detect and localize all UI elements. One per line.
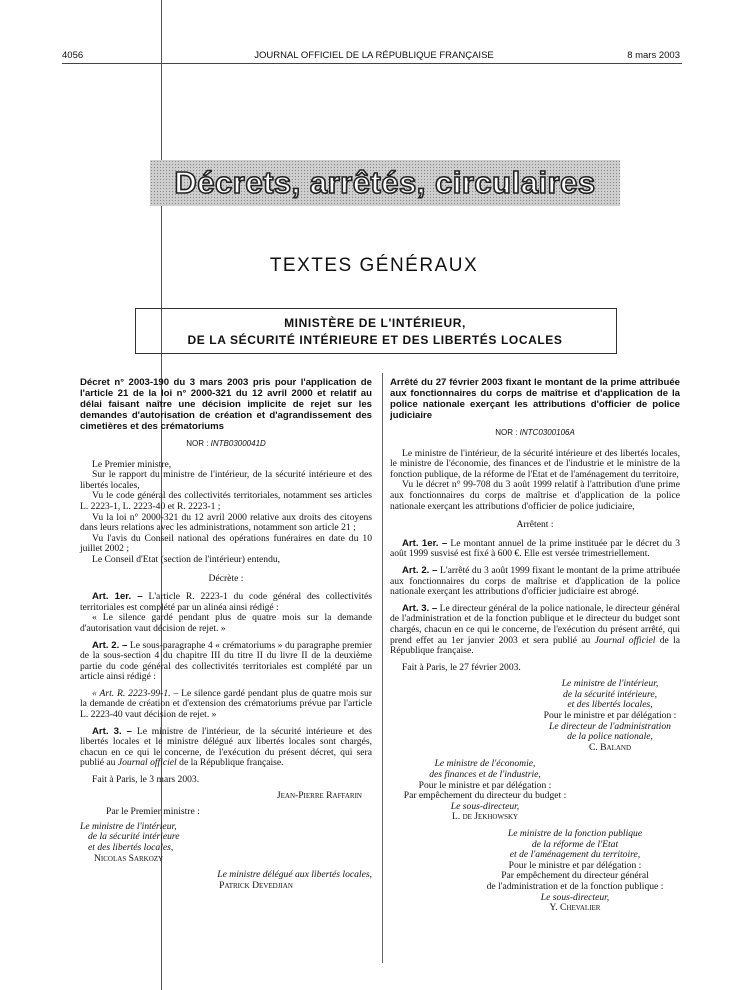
ministry-line-1: MINISTÈRE DE L'INTÉRIEUR, [284, 316, 466, 330]
article-label: Art. 3. – [402, 602, 438, 614]
decree-para: Le Conseil d'Etat (section de l'intérieur) entendu, [92, 553, 281, 565]
order-para: Vu le décret n° 99-708 du 3 août 1999 relatif à l'attribution d'une prime aux fonctionnaires du corps de maîtrise et d'application de la police nationale exerçant les attributions d'officier de police judiciaire, [390, 479, 680, 512]
delegation-line: Pour le ministre et par délégation : [508, 859, 642, 871]
minister-title: Le ministre de l'économie, [434, 758, 536, 770]
minister-title: Le ministre de l'intérieur, [561, 678, 659, 690]
order-para: Le ministre de l'intérieur, de la sécurité intérieure et des libertés locales, le ministre de l'économie, des finances et de l'industrie et le ministre de la fonction publique, de la réforme de l'Etat et de l'aménagement du territoire, [390, 447, 680, 480]
article-quote-text: – Le silence gardé pendant plus de quatre mois sur la demande de création et d'extension des crématoriums prévue par l'article L. 2223-40 vaut décision de rejet. » [80, 687, 372, 721]
signature-name: Y. Chevalier [549, 902, 601, 914]
article-text: Le ministre de l'intérieur, de la sécurité intérieure et des libertés locales et le ministre délégué aux libertés locales sont chargés, chacun en ce qui le concerne, de l'exécution du présent décret, qui sera publié au [80, 725, 372, 769]
article-text-end: de la République française. [179, 757, 284, 769]
article-1 [390, 539, 680, 560]
director-title: Le directeur de l'administration [549, 720, 671, 732]
banner-title: Décrets, arrêtés, circulaires [174, 165, 596, 200]
director-title: de la police nationale, [567, 731, 653, 743]
order-column [390, 377, 680, 914]
minister-title: de la réforme de l'Etat [531, 838, 619, 850]
decree-title: Décret n° 2003-190 du 3 mars 2003 pris pour l'application de l'article 21 de la loi n° 2000-321 du 12 avril 2000 et relatif au délai faisant naître une décision implicite de rejet sur les demandes d'autorisation de création et d'agrandissement des cimetières et des crématoriums [80, 377, 372, 432]
signature-block-public-service [470, 829, 680, 914]
nor-label: NOR : [495, 428, 518, 437]
signature-block-interior [540, 679, 680, 753]
minister-title: et de l'aménagement du territoire, [509, 849, 641, 861]
minister-title: Le ministre de l'intérieur, [80, 820, 177, 832]
delegation-line: Par empêchement du directeur du budget : [403, 790, 567, 802]
decree-nor [80, 439, 372, 450]
journal-ref: Journal officiel [117, 757, 177, 769]
article-2-quote [80, 689, 372, 721]
signature-pm: Jean-Pierre Raffarin [276, 789, 362, 801]
article-label: Art. 2. – [92, 639, 128, 651]
minister-title: Le ministre délégué aux libertés locales, [217, 869, 372, 881]
delegation-line: Par empêchement du directeur général [501, 870, 649, 882]
journal-ref: Journal officiel [594, 634, 656, 646]
minister-signature-block [80, 822, 372, 864]
decrete-heading: Décrète : [208, 572, 244, 584]
section-title: TEXTES GÉNÉRAUX [269, 255, 479, 276]
made-in-paris: Fait à Paris, le 3 mars 2003. [92, 774, 200, 786]
page-number: 4056 [62, 50, 84, 61]
signature-name: Nicolas Sarkozy [94, 852, 164, 864]
article-text: Le directeur général de la police nationale, le directeur général de l'administration et de la fonction publique et le directeur du budget sont chargés, chacun en ce qui le concerne, de l'exécution du présent arrêté, qui prend effet au 1er janvier 2003 et sera publié au [390, 602, 680, 646]
arretent-heading: Arrêtent : [516, 519, 554, 531]
signature-name: L. de Jekhowsky [451, 811, 519, 823]
issue-date: 8 mars 2003 [627, 50, 680, 61]
signature-name: C. Baland [588, 741, 632, 753]
delegation-line: Pour le ministre et par délégation : [418, 779, 552, 791]
director-title: Le sous-directeur, [540, 891, 610, 903]
director-title: Le sous-directeur, [450, 800, 520, 812]
article-2 [390, 566, 680, 598]
ministry-line-2: DE LA SÉCURITÉ INTÉRIEURE ET DES LIBERTÉS LOCALES [187, 333, 563, 347]
article-label: Art. 3. – [92, 725, 133, 737]
signature-name: Patrick Devedjian [219, 879, 293, 891]
decree-para: Vu le code général des collectivités territoriales, notamment ses articles L. 2223-1, L. 2223-40 et R. 2223-1 ; [80, 490, 372, 512]
decree-para: Sur le rapport du ministre de l'intérieur, de la sécurité intérieure et des libertés locales, [80, 469, 372, 491]
minister-title: et des libertés locales, [567, 699, 653, 711]
minister-title: de la sécurité intérieure [88, 831, 180, 843]
article-label: Art. 1er. – [402, 537, 448, 549]
decree-para: Le Premier ministre, [92, 458, 172, 470]
article-3 [390, 604, 680, 657]
delegation-line: Pour le ministre et par délégation : [543, 710, 677, 722]
decree-para: Vu la loi n° 2000-321 du 12 avril 2000 relative aux droits des citoyens dans leurs relations avec les administrations, notamment son article 21 ; [80, 511, 372, 534]
minister-title: des finances et de l'industrie, [429, 769, 541, 781]
article-ref: « Art. R. 2223-99-1. [92, 687, 171, 699]
article-text: Le sous-paragraphe 4 « crématoriums » du paragraphe premier de la sous-section 4 du chapitre III du titre II du livre II de la deuxième partie du code général des collectivités territoriales est complété par un article ainsi rédigé : [80, 639, 372, 683]
nor-code: INTB0300041D [210, 439, 266, 448]
order-title: Arrêté du 27 février 2003 fixant le montant de la prime attribuée aux fonctionnaires du corps de maîtrise et d'application de la police nationale exerçant les attributions d'officier de police judiciaire [390, 377, 680, 421]
article-text: Le montant annuel de la prime instituée par le décret du 3 août 1999 susvisé est fixé à 600 €. Elle est versée trimestriellement. [390, 537, 681, 560]
article-3 [80, 727, 372, 769]
order-nor [390, 428, 680, 439]
article-1 [80, 592, 372, 613]
decree-column [80, 377, 372, 891]
article-1-quote: « Le silence gardé pendant plus de quatre mois sur la demande d'autorisation vaut décision de rejet. » [80, 612, 372, 634]
decree-para: Vu l'avis du Conseil national des opérations funéraires en date du 10 juillet 2002 ; [80, 532, 372, 555]
minister-title: Le ministre de la fonction publique [507, 828, 643, 839]
delegate-minister-block [80, 870, 372, 891]
minister-title: de la sécurité intérieure, [563, 688, 657, 700]
column-rule [382, 373, 383, 963]
article-text: L'arrêté du 3 août 1999 fixant le montant de la prime attribuée aux fonctionnaires du corps de maîtrise et d'application de la police nationale exerçant les attributions d'officier judiciaire est abrogé. [390, 564, 680, 598]
made-in-paris: Fait à Paris, le 27 février 2003. [402, 661, 521, 673]
delegation-line: de l'administration et de la fonction publique : [486, 880, 664, 892]
article-label: Art. 1er. – [92, 591, 143, 603]
nor-code: INTC0300106A [519, 428, 575, 437]
article-label: Art. 2. – [402, 564, 438, 576]
journal-title: JOURNAL OFFICIEL DE LA RÉPUBLIQUE FRANÇAISE [254, 50, 494, 61]
header-rule [62, 63, 682, 64]
article-text: L'article R. 2223-1 du code général des collectivités territoriales est complété par un alinéa ainsi rédigé : [80, 591, 372, 613]
article-2 [80, 641, 372, 683]
ministry-box [135, 308, 617, 354]
signature-block-economy [390, 759, 580, 823]
minister-title: et des libertés locales, [88, 842, 174, 853]
nor-label: NOR : [186, 439, 209, 448]
by-pm: Par le Premier ministre : [106, 806, 200, 818]
article-text-end: de la République française. [390, 634, 680, 657]
